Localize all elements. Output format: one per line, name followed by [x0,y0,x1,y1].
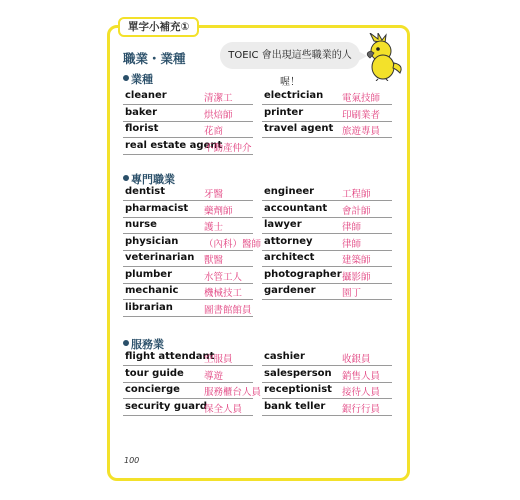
chinese-translation: 旅遊專員 [342,126,381,137]
section-title: 服務業 [131,338,164,351]
chinese-translation: 護士 [204,222,224,233]
english-term: printer [264,106,304,118]
english-term: bank teller [264,400,326,412]
chinese-translation: 烘焙師 [204,109,233,121]
section-heading [123,71,153,87]
vocab-entry [123,138,253,155]
vocab-entry [123,399,253,416]
chinese-translation: 不動產仲介 [204,142,252,154]
english-term: architect [264,252,315,263]
chinese-translation: 律師 [342,238,362,250]
chinese-translation: 花商 [204,126,224,137]
bullet-icon [123,340,129,346]
english-term: salesperson [264,367,332,379]
speech-bubble: TOEIC 會出現這些職業的人喔！ [220,42,360,69]
chinese-translation: （內科）醫師 [204,238,262,250]
english-term: photographer [264,268,342,280]
vocab-entry [262,121,392,138]
vocab-entry [262,399,392,416]
chinese-translation: 清潔工 [204,93,233,104]
chinese-translation: 保全人員 [204,403,243,415]
english-term: mechanic [125,285,179,296]
vocab-entry [262,184,392,201]
chinese-translation: 圖書館館員 [204,304,252,316]
chinese-translation: 會計師 [342,205,371,217]
chinese-translation: 導遊 [204,370,224,382]
vocab-entry [262,349,392,366]
vocab-entry [123,234,262,251]
vocab-entry [262,267,392,284]
vocab-entry [123,267,253,284]
chinese-translation: 律師 [342,222,362,233]
chinese-translation: 收銀員 [342,354,371,365]
tab-label: 單字小補充① [118,17,199,37]
chinese-translation: 銀行行員 [342,403,381,415]
english-term: florist [125,123,159,134]
vocab-entry [123,382,262,399]
english-term: concierge [125,384,180,395]
vocab-entry [123,300,253,317]
vocab-entry [123,88,253,105]
english-term: plumber [125,268,172,280]
page-title: 職業・業種 [123,51,186,66]
chinese-translation: 水管工人 [204,271,243,283]
chinese-translation: 空服員 [204,354,233,365]
vocab-entry [123,366,253,383]
english-term: travel agent [264,123,334,134]
vocab-entry [123,250,253,267]
chinese-translation: 接待人員 [342,387,381,398]
english-term: lawyer [264,219,302,230]
vocab-entry [123,349,253,366]
vocab-entry [262,201,392,218]
vocab-entry [262,105,392,122]
vocab-entry [123,201,253,218]
chinese-translation: 建築師 [342,255,371,266]
vocab-entry [262,382,392,399]
chinese-translation: 機械技工 [204,288,243,299]
english-term: librarian [125,301,173,313]
section-title: 業種 [131,73,153,86]
english-term: engineer [264,186,315,197]
english-term: veterinarian [125,252,195,263]
english-term: flight attendant [125,351,215,362]
english-term: accountant [264,202,328,214]
section-title: 專門職業 [131,173,175,186]
vocab-entry [123,184,253,201]
vocab-entry [123,283,253,300]
english-term: tour guide [125,367,184,379]
chinese-translation: 獸醫 [204,255,224,266]
english-term: pharmacist [125,202,189,214]
bullet-icon [123,75,129,81]
english-term: cashier [264,351,305,362]
chinese-translation: 攝影師 [342,271,371,283]
chinese-translation: 牙醫 [204,189,224,200]
chinese-translation: 銷售人員 [342,370,381,382]
vocab-entry [262,250,392,267]
english-term: physician [125,235,179,247]
chinese-translation: 藥劑師 [204,205,233,217]
vocab-entry [262,366,392,383]
english-term: cleaner [125,90,167,101]
vocab-entry [123,105,253,122]
vocab-entry [262,217,392,234]
english-term: baker [125,106,158,118]
vocab-entry [262,88,392,105]
chinese-translation: 印刷業者 [342,109,381,121]
english-term: gardener [264,285,316,296]
vocab-entry [262,283,392,300]
english-term: security guard [125,400,208,412]
english-term: attorney [264,235,313,247]
bullet-icon [123,175,129,181]
english-term: receptionist [264,384,332,395]
english-term: dentist [125,186,165,197]
cockatoo-mascot-icon [360,33,406,85]
chinese-translation: 電氣技師 [342,93,381,104]
chinese-translation: 園丁 [342,288,362,299]
chinese-translation: 服務櫃台人員 [204,387,262,398]
english-term: electrician [264,90,324,101]
english-term: real estate agent [125,139,223,151]
page-number: 100 [124,456,140,465]
vocab-entry [262,234,392,251]
english-term: nurse [125,219,157,230]
chinese-translation: 工程師 [342,189,371,200]
vocab-entry [123,217,253,234]
vocab-entry [123,121,253,138]
